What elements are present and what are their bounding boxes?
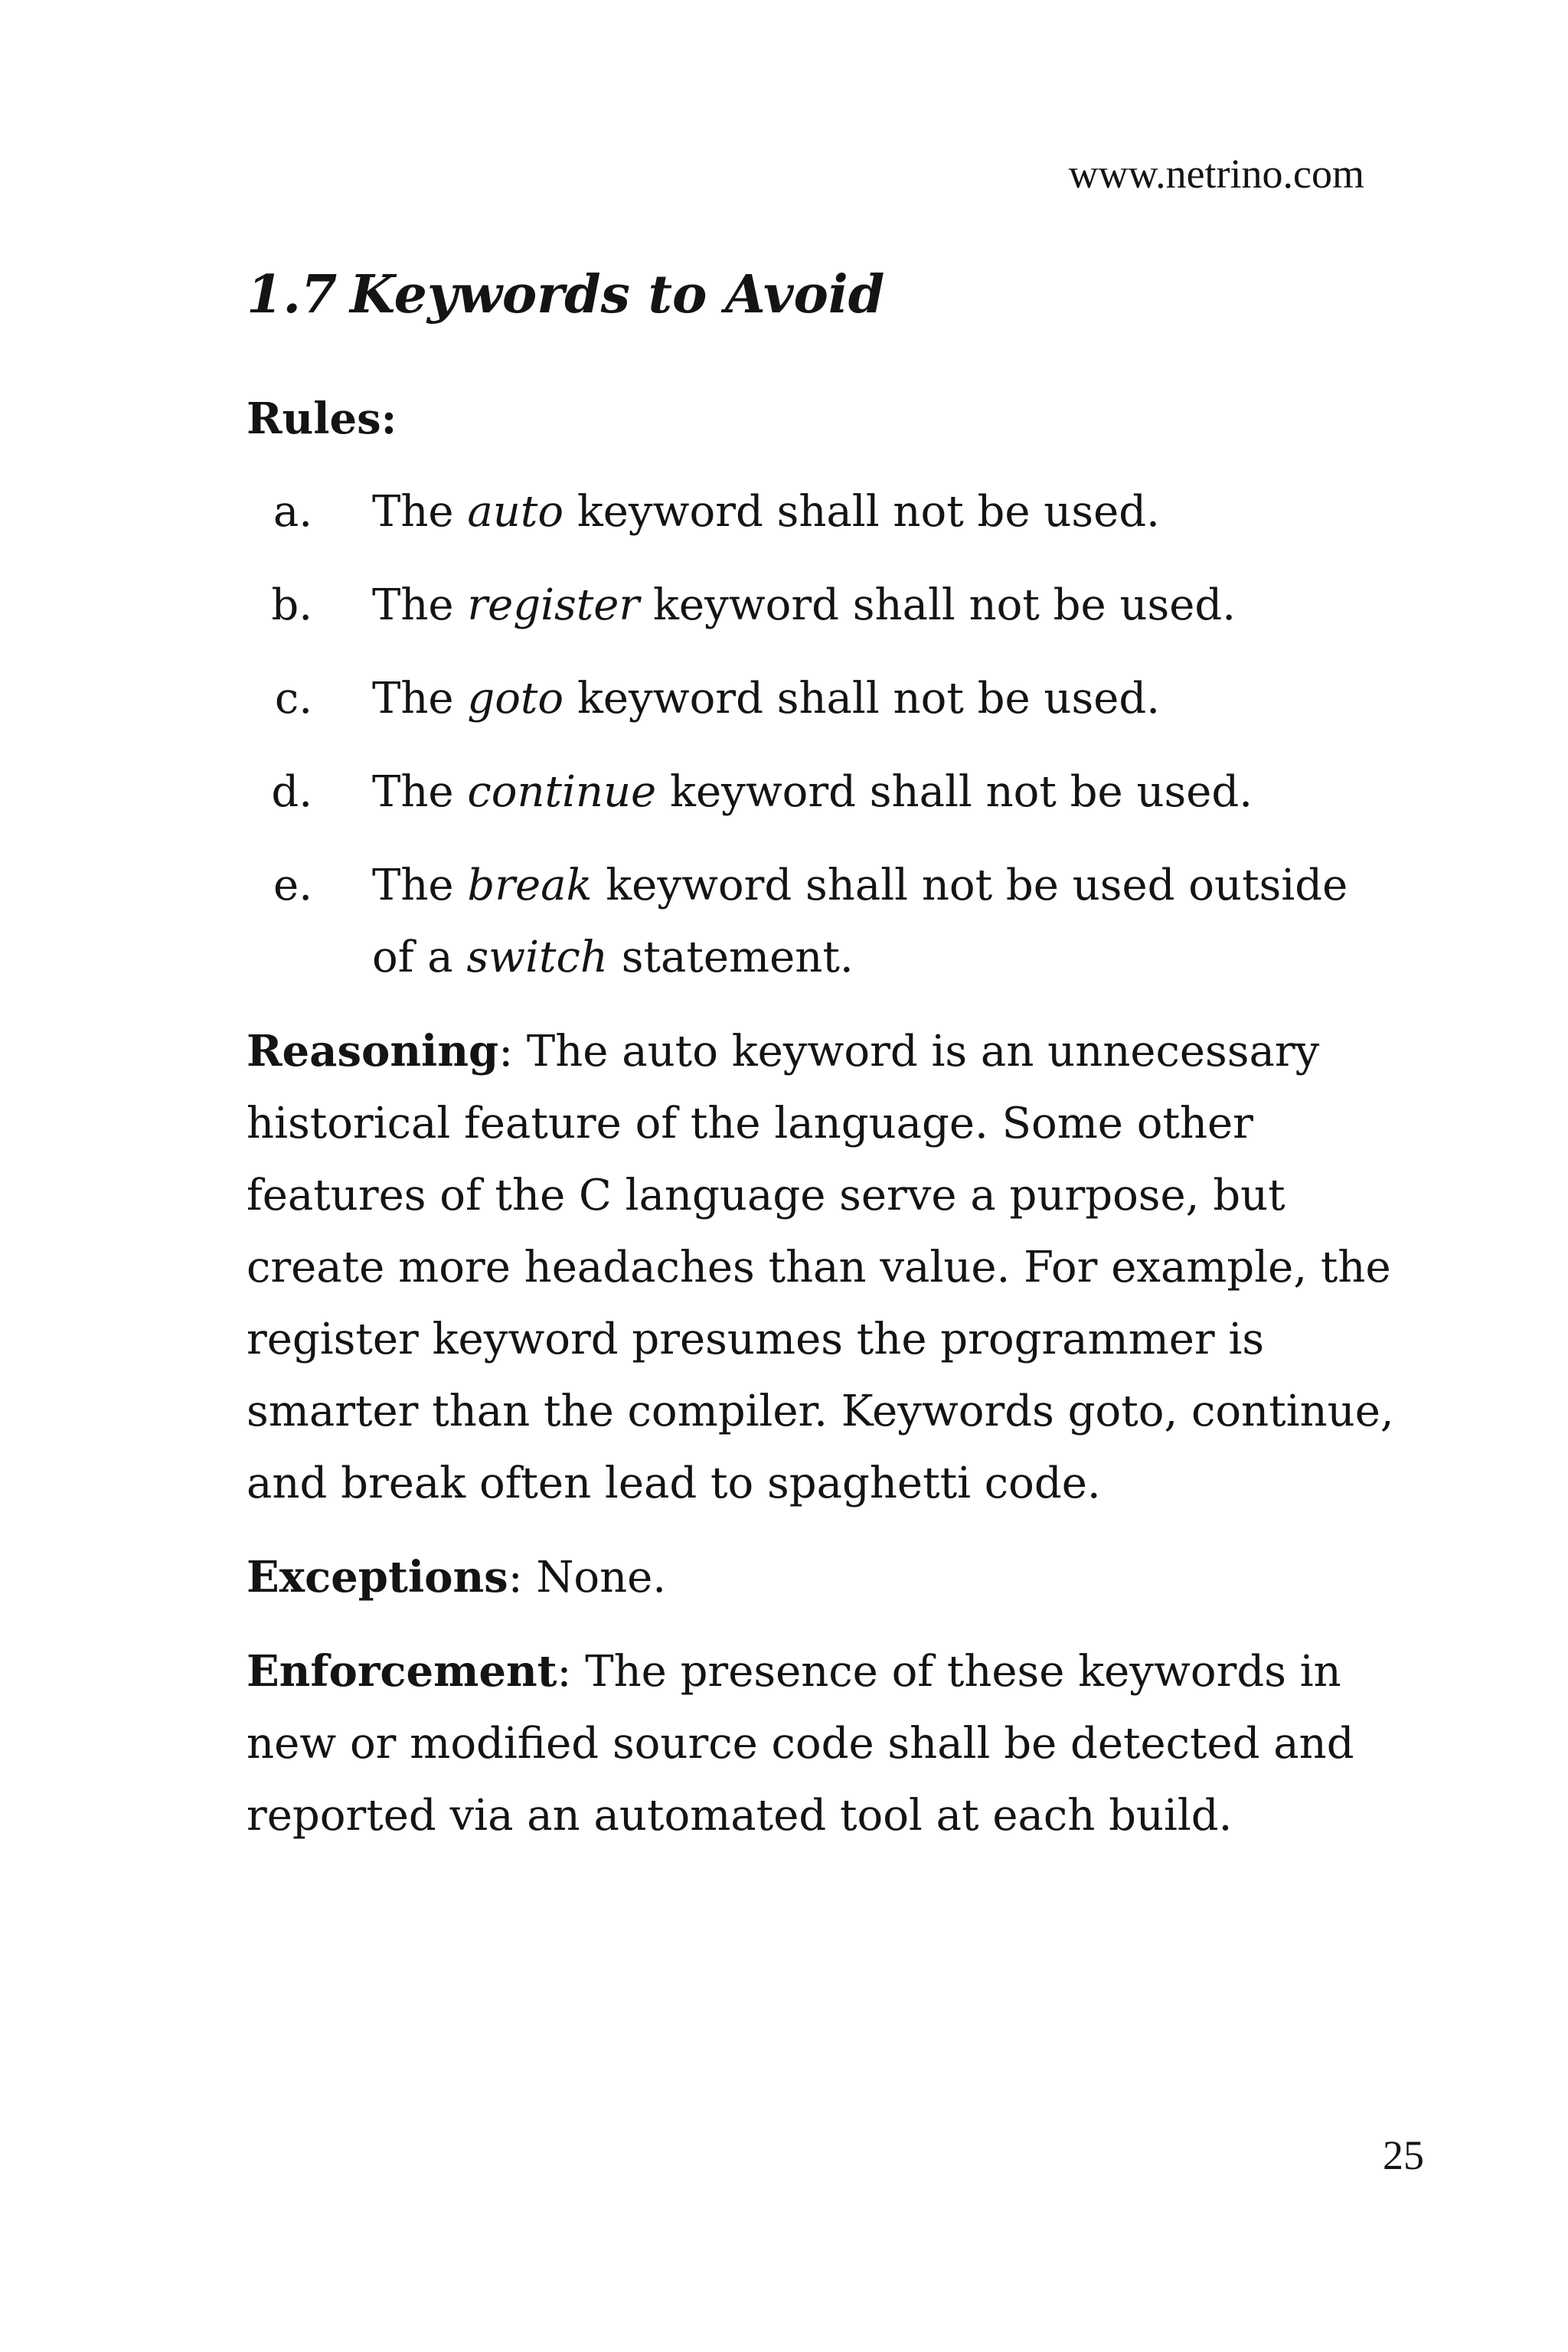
rules-list xyxy=(247,476,1395,994)
enforcement-label: Enforcement xyxy=(247,1646,557,1697)
section-title: Keywords to Avoid xyxy=(350,264,885,325)
rule-keyword: continue xyxy=(467,767,657,817)
exceptions-text: : None. xyxy=(508,1553,667,1602)
enforcement-text: : The presence of these keywords in new or modified source code shall be detected and reported via an automated tool at each build. xyxy=(247,1647,1354,1841)
exceptions-paragraph xyxy=(247,1541,1395,1614)
rule-item-a xyxy=(247,476,1395,548)
rule-keyword: auto xyxy=(467,487,564,537)
reasoning-label: Reasoning xyxy=(247,1026,499,1076)
reasoning-text: : The auto keyword is an unnecessary historical feature of the language. Some other features of the C language serve a purpose, but create more headaches than value. For example, the register keyword presumes the programmer is smarter than the compiler. Keywords goto, continue, and break often lead to spaghetti code. xyxy=(247,1027,1394,1508)
rule-item-e xyxy=(247,850,1395,994)
rule-text: The goto keyword shall not be used. xyxy=(372,674,1160,724)
reasoning-paragraph xyxy=(247,1015,1395,1520)
rule-marker: b. xyxy=(271,580,312,630)
running-header-url: www.netrino.com xyxy=(1068,151,1364,197)
exceptions-label: Exceptions xyxy=(247,1552,508,1602)
section-heading xyxy=(247,260,884,329)
rule-keyword: goto xyxy=(467,674,564,724)
rule-item-c xyxy=(247,663,1395,735)
rule-keyword: register xyxy=(467,580,640,630)
page-number: 25 xyxy=(1383,2132,1424,2178)
rule-item-b xyxy=(247,570,1395,642)
rule-marker: a. xyxy=(273,487,312,537)
rule-text: The break keyword shall not be used outside of a switch statement. xyxy=(372,861,1348,982)
rule-keyword: switch xyxy=(466,933,608,982)
rule-marker: d. xyxy=(271,767,312,817)
rules-label: Rules: xyxy=(247,394,397,444)
rule-text: The auto keyword shall not be used. xyxy=(372,487,1160,537)
rule-marker: e. xyxy=(273,861,312,910)
section-body xyxy=(247,383,1395,1873)
rule-marker: c. xyxy=(274,674,312,724)
rule-text: The continue keyword shall not be used. xyxy=(372,767,1253,817)
rule-keyword: break xyxy=(467,861,593,910)
rule-text: The register keyword shall not be used. xyxy=(372,580,1236,630)
section-number: 1.7 xyxy=(247,264,338,325)
rule-item-d xyxy=(247,756,1395,828)
enforcement-paragraph xyxy=(247,1635,1395,1852)
